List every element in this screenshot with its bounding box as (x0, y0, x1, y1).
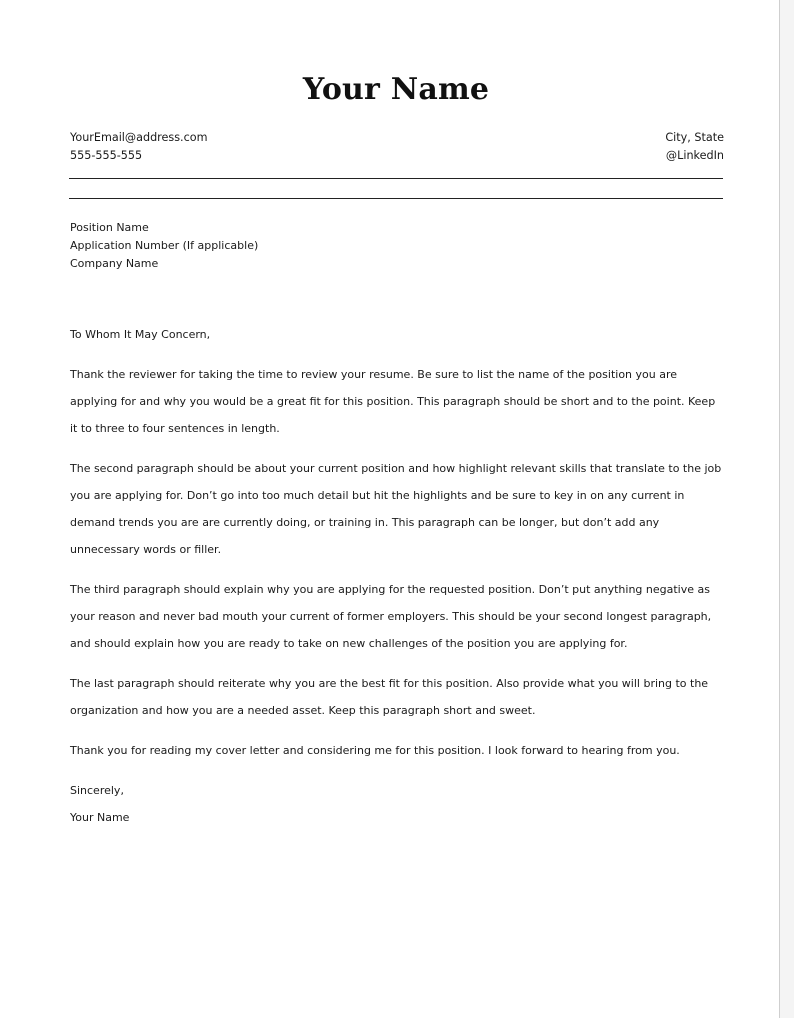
header-rule-bottom (69, 198, 723, 199)
salutation: To Whom It May Concern, (70, 328, 211, 341)
paragraph-3: The third paragraph should explain why you are applying for the requested position. Don’t put anything negative as your reason and never bad mouth your current of former employers. This should be your second longest paragraph, and should explain how you are ready to take on new challenges of the position you are applying for. (70, 583, 712, 650)
signature: Your Name (70, 811, 130, 824)
linkedin-text: @LinkedIn (665, 149, 724, 162)
paragraph-2: The second paragraph should be about your current position and how highlight relevant skills that translate to the job you are applying for. Don’t go into too much detail but hit the highlights and be sure to key in on any current in demand trends you are are currently doing, or training in. This paragraph can be longer, but don’t add any unnecessary words or filler. (70, 462, 722, 556)
location-text: City, State (665, 131, 724, 144)
header-rule-top (69, 178, 723, 179)
application-number: Application Number (If applicable) (70, 239, 259, 252)
page-edge (779, 0, 794, 1018)
recipient-block (70, 219, 258, 273)
letter-body (70, 321, 726, 831)
paragraph-4: The last paragraph should reiterate why you are the best fit for this position. Also provide what you will bring to the organization and how you are a needed asset. Keep this paragraph short and sweet. (70, 677, 709, 717)
phone-text: 555-555-555 (70, 149, 143, 162)
paragraph-1: Thank the reviewer for taking the time to review your resume. Be sure to list the name of the position you are applying for and why you would be a great fit for this position. This paragraph should be short and to the point. Keep it to three to four sentences in length. (70, 368, 716, 435)
closing: Sincerely, (70, 784, 124, 797)
position-name: Position Name (70, 221, 149, 234)
contact-right (665, 129, 724, 165)
email-text: YourEmail@address.com (70, 131, 208, 144)
paragraph-5: Thank you for reading my cover letter and considering me for this position. I look forward to hearing from you. (70, 744, 680, 757)
company-name: Company Name (70, 257, 159, 270)
contact-left (70, 129, 208, 165)
applicant-name-heading: Your Name (302, 72, 490, 107)
